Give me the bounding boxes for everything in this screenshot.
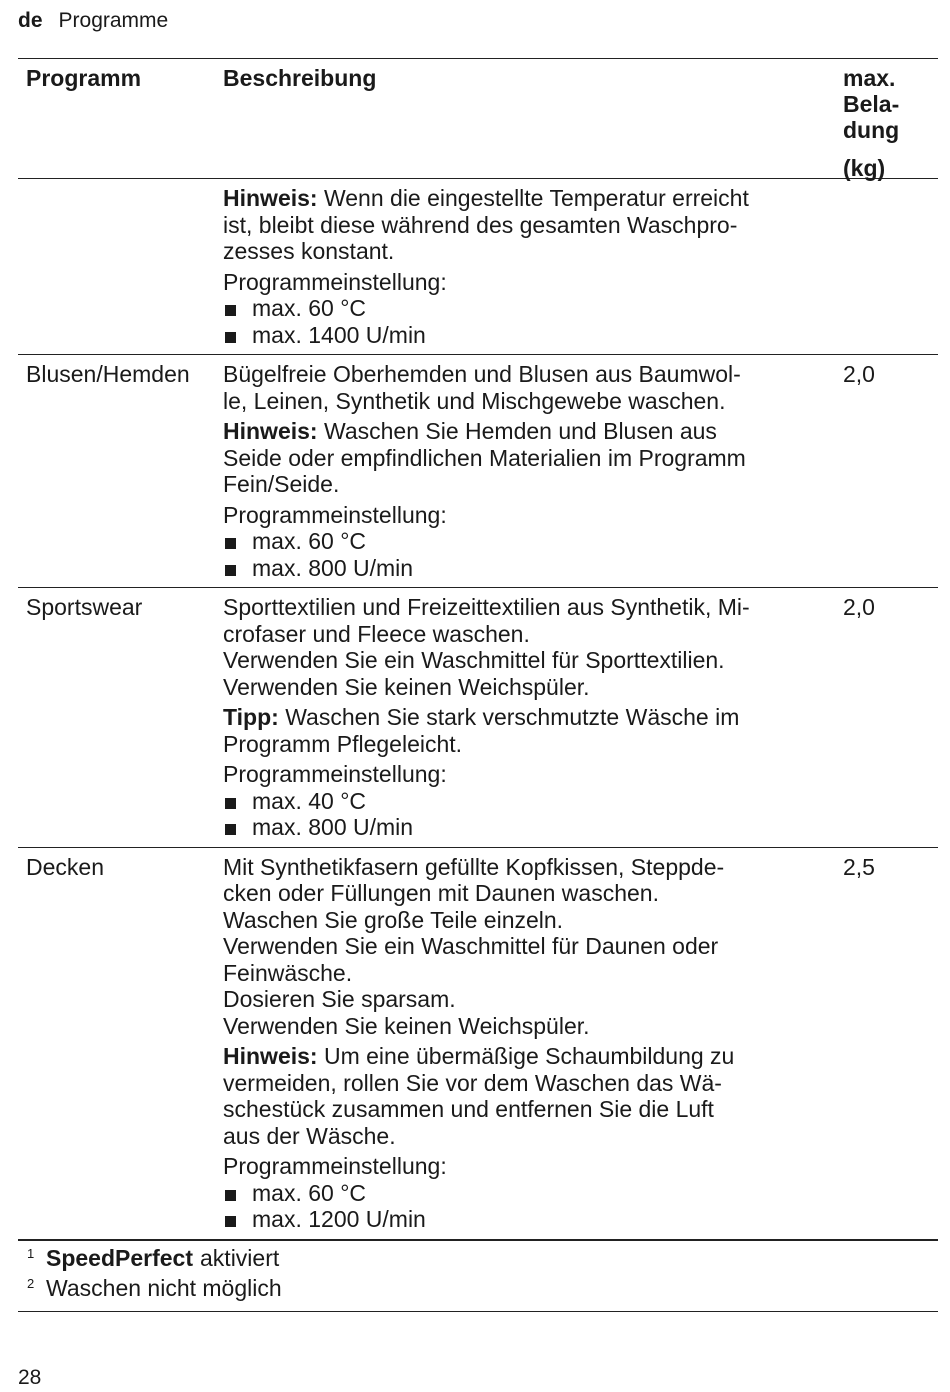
square-bullet-icon	[225, 824, 236, 835]
description-line	[223, 269, 843, 296]
program-name: Decken	[26, 853, 104, 880]
page-number: 28	[18, 1366, 42, 1389]
section-title: Programme	[58, 9, 169, 32]
setting-text: max. 60 °C	[252, 1179, 367, 1206]
description-line	[223, 986, 843, 1013]
description-line	[223, 933, 843, 960]
description-line	[223, 185, 843, 212]
description-line	[223, 361, 843, 388]
setting-bullet	[223, 1206, 843, 1233]
column-header-max-load: max. Bela- dung (kg)	[843, 65, 900, 181]
table-row	[18, 179, 938, 355]
setting-bullet	[223, 322, 843, 349]
description-line	[223, 731, 843, 758]
description-line	[223, 1153, 843, 1180]
setting-text: max. 60 °C	[252, 295, 367, 321]
column-header-program: Programm	[26, 65, 142, 91]
description-line	[223, 238, 843, 265]
language-code: de	[18, 9, 43, 32]
description-paragraph	[223, 361, 843, 414]
setting-text: max. 1400 U/min	[252, 321, 426, 348]
note-label: Hinweis:	[223, 185, 318, 211]
description-line	[223, 471, 843, 498]
setting-text: max. 1200 U/min	[252, 1206, 426, 1232]
description-paragraph	[223, 854, 843, 1040]
line-text: crofaser und Fleece waschen.	[223, 620, 530, 647]
line-text: Waschen Sie große Teile einzeln.	[223, 906, 564, 933]
max-load-value: 2,5	[843, 853, 875, 880]
description-line	[223, 212, 843, 239]
table-body	[18, 179, 938, 1240]
note-label: Tipp:	[223, 704, 279, 730]
program-name: Sportswear	[26, 594, 143, 620]
footnote	[18, 1245, 938, 1275]
description-line	[223, 854, 843, 881]
line-text: le, Leinen, Synthetik und Mischgewebe waschen.	[223, 387, 726, 414]
line-text: Verwenden Sie ein Waschmittel für Daunen oder	[223, 933, 719, 959]
footnote-mark: 2	[27, 1276, 35, 1291]
line-text: schestück zusammen und entfernen Sie die Luft	[223, 1096, 714, 1122]
setting-bullet	[223, 788, 843, 815]
footnotes	[18, 1240, 938, 1312]
line-text: Fein/Seide.	[223, 471, 340, 497]
description-paragraph	[223, 185, 843, 265]
square-bullet-icon	[225, 565, 236, 576]
setting-text: max. 800 U/min	[252, 554, 414, 581]
setting-bullet	[223, 555, 843, 582]
description-line	[223, 674, 843, 701]
description-line	[223, 1123, 843, 1150]
table-row	[18, 848, 938, 1240]
square-bullet-icon	[225, 798, 236, 809]
square-bullet-icon	[225, 305, 236, 316]
description-line	[223, 1043, 843, 1070]
square-bullet-icon	[225, 332, 236, 343]
line-text: Verwenden Sie keinen Weichspüler.	[223, 1012, 590, 1039]
footnote-text: aktiviert	[200, 1245, 280, 1271]
line-text: Programmeinstellung:	[223, 501, 447, 528]
program-name: Blusen/Hemden	[26, 361, 190, 387]
note-label: Hinweis:	[223, 1043, 318, 1069]
line-text: vermeiden, rollen Sie vor dem Waschen das Wä-	[223, 1069, 722, 1096]
description-line	[223, 445, 843, 472]
setting-bullet	[223, 814, 843, 841]
programs-table	[18, 58, 938, 1240]
max-load-value: 2,0	[843, 594, 875, 620]
line-text: Programmeinstellung:	[223, 761, 447, 787]
description-paragraph	[223, 418, 843, 498]
line-text: Verwenden Sie keinen Weichspüler.	[223, 673, 590, 700]
max-load-value: 2,0	[843, 361, 875, 387]
description-line	[223, 1070, 843, 1097]
table-row	[18, 588, 938, 848]
page-header	[18, 9, 168, 33]
setting-bullet	[223, 1180, 843, 1207]
line-text: Waschen Sie stark verschmutzte Wäsche im	[285, 704, 740, 730]
table-row	[18, 355, 938, 588]
description-paragraph	[223, 1153, 843, 1233]
footnote-strong: SpeedPerfect	[46, 1245, 194, 1271]
setting-bullet	[223, 295, 843, 322]
table-header-row	[18, 59, 938, 179]
square-bullet-icon	[225, 1216, 236, 1227]
setting-text: max. 800 U/min	[252, 814, 414, 840]
program-description	[223, 854, 843, 1233]
program-description	[223, 361, 843, 581]
square-bullet-icon	[225, 538, 236, 549]
line-text: cken oder Füllungen mit Daunen waschen.	[223, 880, 659, 906]
note-label: Hinweis:	[223, 418, 318, 444]
description-line	[223, 880, 843, 907]
description-paragraph	[223, 761, 843, 841]
description-paragraph	[223, 594, 843, 700]
line-text: Programmeinstellung:	[223, 268, 447, 295]
footnote-text: Waschen nicht möglich	[46, 1275, 282, 1301]
line-text: Dosieren Sie sparsam.	[223, 986, 456, 1012]
line-text: Seide oder empfindlichen Materialien im Programm	[223, 444, 746, 471]
description-line	[223, 621, 843, 648]
square-bullet-icon	[225, 1190, 236, 1201]
description-line	[223, 704, 843, 731]
line-text: Programm Pflegeleicht.	[223, 730, 463, 757]
description-line	[223, 907, 843, 934]
description-line	[223, 1013, 843, 1040]
description-line	[223, 418, 843, 445]
description-line	[223, 647, 843, 674]
line-text: Sporttextilien und Freizeittextilien aus Synthetik, Mi-	[223, 594, 750, 620]
line-text: Bügelfreie Oberhemden und Blusen aus Baumwol-	[223, 361, 741, 387]
description-line	[223, 388, 843, 415]
description-paragraph	[223, 269, 843, 349]
line-text: Mit Synthetikfasern gefüllte Kopfkissen, Steppde-	[223, 853, 725, 880]
program-name	[18, 185, 223, 348]
description-line	[223, 761, 843, 788]
line-text: aus der Wäsche.	[223, 1122, 396, 1149]
setting-text: max. 40 °C	[252, 787, 367, 814]
line-text: Feinwäsche.	[223, 959, 353, 986]
program-description	[223, 594, 843, 841]
line-text: Waschen Sie Hemden und Blusen aus	[323, 418, 717, 444]
setting-text: max. 60 °C	[252, 528, 367, 554]
line-text: Verwenden Sie ein Waschmittel für Sporttextilien.	[223, 647, 725, 673]
footnote	[18, 1275, 938, 1305]
footnote-mark: 1	[27, 1246, 35, 1261]
description-line	[223, 960, 843, 987]
max-load-value	[843, 185, 938, 348]
description-line	[223, 1096, 843, 1123]
description-line	[223, 502, 843, 529]
program-description	[223, 185, 843, 348]
line-text: Wenn die eingestellte Temperatur erreicht	[323, 185, 749, 211]
description-paragraph	[223, 704, 843, 757]
line-text: zesses konstant.	[223, 238, 395, 264]
line-text: ist, bleibt diese während des gesamten Waschpro-	[223, 211, 738, 238]
description-paragraph	[223, 1043, 843, 1149]
line-text: Programmeinstellung:	[223, 1153, 447, 1179]
setting-bullet	[223, 528, 843, 555]
column-header-description: Beschreibung	[223, 65, 377, 91]
line-text: Um eine übermäßige Schaumbildung zu	[323, 1043, 735, 1069]
description-paragraph	[223, 502, 843, 582]
description-line	[223, 594, 843, 621]
